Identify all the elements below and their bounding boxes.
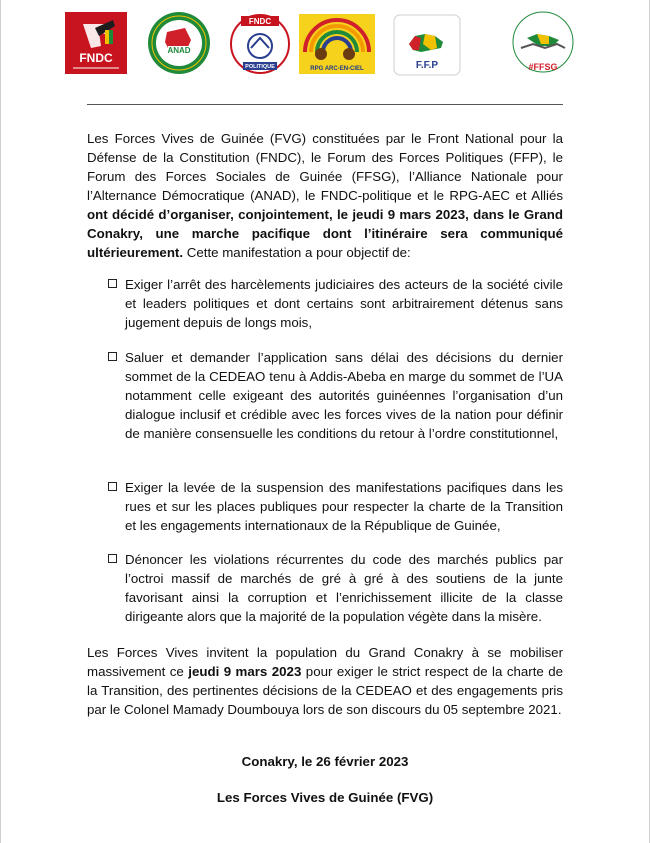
objective-text: Exiger la levée de la suspension des manifestations pacifiques dans les rues et sur les places publiques pour respecter la charte de la Transition et les engagements internationaux de la République de Guinée, [125, 480, 563, 533]
fndc-politique-logo-sublabel: POLITIQUE [245, 64, 275, 70]
ffp-logo-label: F.F.P [415, 60, 439, 71]
objective-text: Saluer et demander l’application sans délai des décisions du dernier sommet de la CEDEAO tenu à Addis-Abeba en marge du sommet de l’UA notamment celle exigeant des autorités guinéennes l’organisation d’un dialogue inclusif et crédible avec les forces vives de la nation pour définir de manière consensuelle les conditions du retour à l’ordre constitutionnel, [125, 350, 563, 441]
logo-header [1, 8, 650, 80]
objective-text: Dénoncer les violations récurrentes du code des marchés publics par l’octroi massif de marchés de gré à gré à des soutiens de la junte favorisant ainsi la corruption et l’enrichissement illicite de la classe dirigeante alors que la majorité de la population végète dans la misère. [125, 552, 563, 624]
closing-paragraph [87, 643, 563, 719]
checkbox-icon [108, 554, 117, 563]
anad-logo-label: ANAD [167, 46, 191, 55]
closing-bold-text: jeudi 9 mars 2023 [188, 664, 302, 679]
anad-logo [147, 10, 211, 76]
fndc-politique-logo [229, 10, 291, 78]
header-divider [87, 104, 563, 105]
closing-text: Les Forces Vives invitent la population du Grand Conakry à se mobiliser massivement ce [87, 645, 563, 679]
objective-item [108, 550, 563, 626]
objective-item [108, 478, 563, 535]
objective-text: Exiger l’arrêt des harcèlements judiciaires des acteurs de la société civile et leaders politiques et dont certains sont arbitrairement détenus sans jugement depuis de longs mois, [125, 277, 563, 330]
objective-item [108, 348, 563, 443]
intro-bold-text: ont décidé d’organiser, conjointement, le jeudi 9 mars 2023, dans le Grand Conakry, une marche pacifique dont l’itinéraire sera communiqué ultérieurement. [87, 207, 563, 260]
checkbox-icon [108, 352, 117, 361]
fndc-politique-logo-label: FNDC [248, 17, 272, 26]
checkbox-icon [108, 279, 117, 288]
intro-text-end: Cette manifestation a pour objectif de: [183, 245, 411, 260]
intro-text: Les Forces Vives de Guinée (FVG) constituées par le Front National pour la Défense de la Constitution (FNDC), le Forum des Forces Politiques (FFP), le Forum des Forces Sociales de Guinée (FFSG), l’Alliance Nationale pour l’Alternance Démocratique (ANAD), le FNDC-politique et le RPG-AEC et Alliés [87, 131, 563, 203]
rpg-arc-en-ciel-logo [299, 14, 375, 74]
place-date: Conakry, le 26 février 2023 [241, 754, 409, 769]
rpg-logo-label: RPG ARC-EN-CIEL [310, 66, 364, 72]
objective-item [108, 275, 563, 332]
checkbox-icon [108, 482, 117, 491]
closing-text-end: pour exiger le strict respect de la charte de la Transition, des pertinentes décisions de la CEDEAO et des engagements pris par le Colonel Mamady Doumbouya lors de son discours du 05 septembre 2021. [87, 664, 564, 717]
intro-paragraph [87, 129, 563, 262]
ffsg-logo [501, 10, 585, 78]
signature: Les Forces Vives de Guinée (FVG) [216, 790, 434, 805]
fndc-logo-label: FNDC [79, 51, 113, 65]
fndc-logo [65, 12, 127, 74]
ffsg-logo-label: #FFSG [528, 62, 558, 72]
ffp-logo [393, 14, 461, 76]
